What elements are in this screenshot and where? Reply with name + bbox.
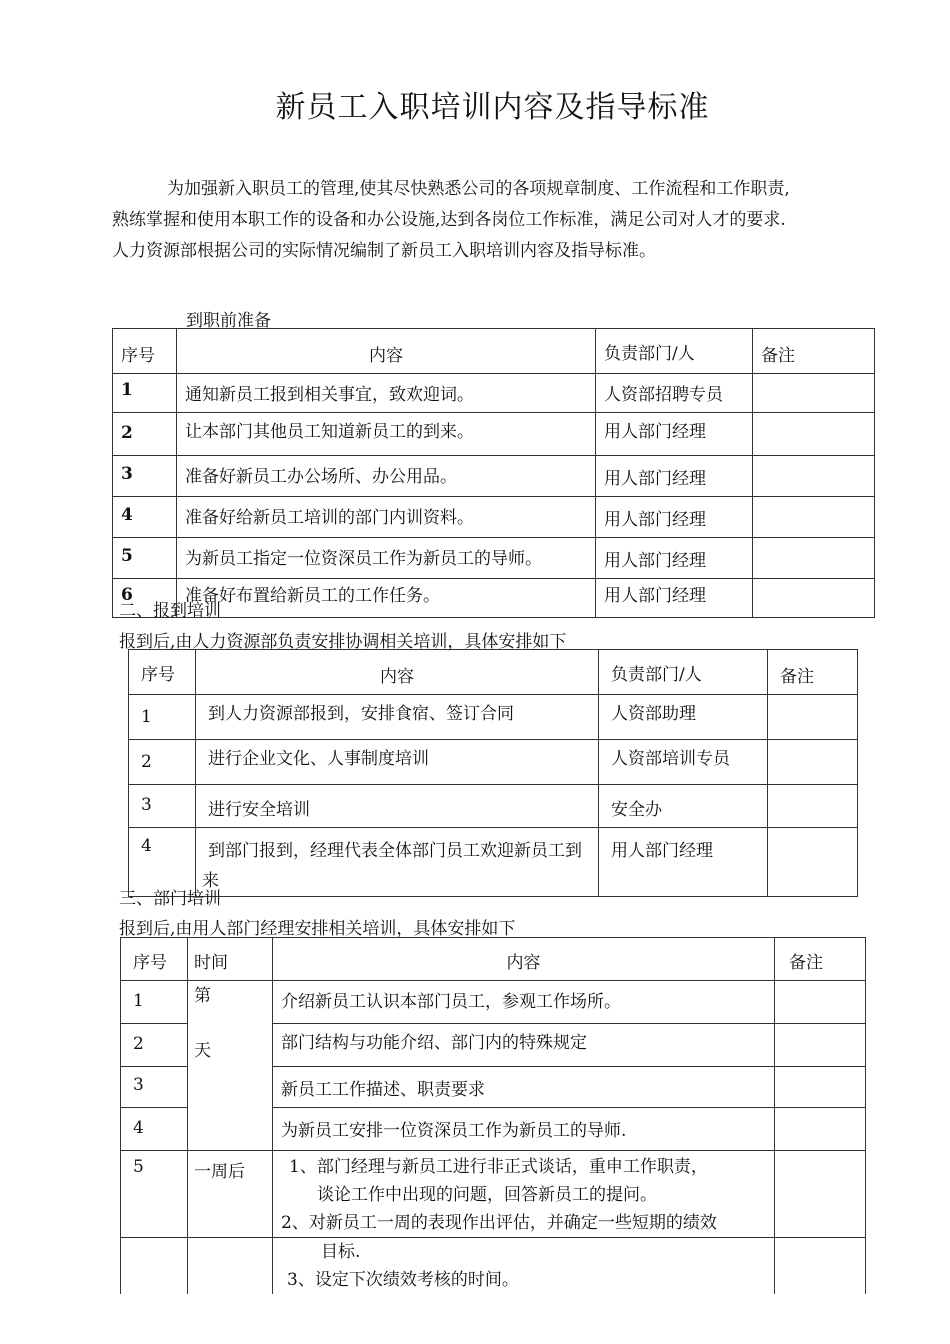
table-row — [121, 1151, 866, 1238]
row-content: 准备好新员工办公场所、办公用品。 — [177, 456, 596, 497]
row-note — [768, 828, 858, 897]
intro-paragraph — [112, 174, 877, 267]
header-time: 时间 — [188, 938, 273, 981]
row-num — [121, 1238, 188, 1295]
intro-line-1: 为加强新入职员工的管理,使其尽快熟悉公司的各项规章制度、工作流程和工作职责, — [167, 179, 790, 199]
section3-table — [120, 937, 866, 1294]
header-note: 备注 — [768, 650, 858, 695]
row-note — [775, 981, 866, 1024]
row-note — [775, 1024, 866, 1067]
row-dept: 用人部门经理 — [596, 538, 753, 579]
header-note: 备注 — [775, 938, 866, 981]
table-row — [113, 456, 875, 497]
header-content: 内容 — [273, 938, 775, 981]
row-note — [775, 1108, 866, 1151]
day-label-1: 第 — [194, 986, 211, 1006]
row-dept: 用人部门经理 — [596, 579, 753, 618]
item-3: 3、设定下次绩效考核的时间。 — [287, 1270, 519, 1290]
row-dept: 人资部培训专员 — [599, 740, 768, 785]
header-content: 内容 — [196, 650, 599, 695]
table-row — [113, 579, 875, 618]
section1-heading: 到职前准备 — [186, 311, 271, 331]
row-content: 进行企业文化、人事制度培训 — [196, 740, 599, 785]
row-content: 让本部门其他员工知道新员工的到来。 — [177, 413, 596, 456]
row-content: 到人力资源部报到，安排食宿、签订合同 — [196, 695, 599, 740]
table-row — [129, 695, 858, 740]
section2-table — [128, 649, 858, 897]
row-note — [768, 740, 858, 785]
row-content: 为新员工指定一位资深员工作为新员工的导师。 — [177, 538, 596, 579]
row-note — [753, 579, 875, 618]
row-num: 2 — [129, 740, 196, 785]
table-header-row — [121, 938, 866, 981]
header-note: 备注 — [753, 329, 875, 374]
row-content: 介绍新员工认识本部门员工，参观工作场所。 — [273, 981, 775, 1024]
row-dept: 人资部招聘专员 — [596, 374, 753, 413]
row-num: 1 — [113, 374, 177, 413]
row-note — [753, 413, 875, 456]
header-num: 序号 — [121, 938, 188, 981]
row-num: 2 — [121, 1024, 188, 1067]
row-content: 准备好给新员工培训的部门内训资料。 — [177, 497, 596, 538]
header-content: 内容 — [177, 329, 596, 374]
table-row — [113, 497, 875, 538]
row-note — [775, 1238, 866, 1295]
row-num: 4 — [129, 828, 196, 897]
header-dept: 负责部门/人 — [599, 650, 768, 695]
row-note — [753, 538, 875, 579]
table-row — [113, 538, 875, 579]
row-note — [775, 1067, 866, 1108]
table-row — [129, 828, 858, 897]
row-content: 为新员工安排一位资深员工作为新员工的导师. — [273, 1108, 775, 1151]
row-num: 4 — [113, 497, 177, 538]
row-dept: 人资部助理 — [599, 695, 768, 740]
row-dept: 用人部门经理 — [596, 413, 753, 456]
table-row — [129, 785, 858, 828]
item-2a: 2、对新员工一周的表现作出评估，并确定一些短期的绩效 — [281, 1213, 717, 1233]
row-num: 3 — [129, 785, 196, 828]
item-2b: 目标. — [321, 1242, 361, 1262]
intro-line-3: 人力资源部根据公司的实际情况编制了新员工入职培训内容及指导标准。 — [112, 241, 656, 261]
row-dept: 用人部门经理 — [599, 828, 768, 897]
row-num: 5 — [113, 538, 177, 579]
row-num: 1 — [121, 981, 188, 1024]
row-num: 3 — [121, 1067, 188, 1108]
row-num: 4 — [121, 1108, 188, 1151]
table-row — [121, 1238, 866, 1295]
item-1b: 谈论工作中出现的问题，回答新员工的提问。 — [317, 1185, 657, 1205]
header-num: 序号 — [129, 650, 196, 695]
row-dept: 用人部门经理 — [596, 456, 753, 497]
row-note — [768, 695, 858, 740]
intro-line-2: 熟练掌握和使用本职工作的设备和办公设施,达到各岗位工作标准，满足公司对人才的要求. — [112, 210, 786, 230]
row-time — [188, 1238, 273, 1295]
row-num: 1 — [129, 695, 196, 740]
section3-subheading: 报到后,由用人部门经理安排相关培训，具体安排如下 — [119, 919, 516, 939]
row-content: 到部门报到，经理代表全体部门员工欢迎新员工到来 — [196, 828, 599, 897]
page-title: 新员工入职培训内容及指导标准 — [275, 90, 710, 125]
row-content: 新员工工作描述、职责要求 — [273, 1067, 775, 1108]
table-row — [129, 740, 858, 785]
row-content: 进行安全培训 — [196, 785, 599, 828]
row-content — [273, 1238, 775, 1295]
row-note — [753, 374, 875, 413]
row-note — [753, 497, 875, 538]
row-dept: 安全办 — [599, 785, 768, 828]
table-row — [121, 981, 866, 1024]
row-content — [273, 1151, 775, 1238]
item-1a: 1、部门经理与新员工进行非正式谈话，重申工作职责， — [289, 1157, 708, 1177]
day-label-2: 天 — [194, 1041, 211, 1061]
table-header-row — [129, 650, 858, 695]
row-time: 一周后 — [188, 1151, 273, 1238]
section3-heading: 三、部门培训 — [119, 889, 221, 909]
day-cell — [188, 981, 273, 1151]
table-row — [113, 413, 875, 456]
row-dept: 用人部门经理 — [596, 497, 753, 538]
header-dept: 负责部门/人 — [596, 329, 753, 374]
table-header-row — [113, 329, 875, 374]
row-note — [768, 785, 858, 828]
section1-table — [112, 328, 875, 618]
row-content: 部门结构与功能介绍、部门内的特殊规定 — [273, 1024, 775, 1067]
section2-heading: 二、报到培训 — [119, 601, 221, 621]
row-note — [775, 1151, 866, 1238]
row-note — [753, 456, 875, 497]
table-row — [113, 374, 875, 413]
row-content: 准备好布置给新员工的工作任务。 — [177, 579, 596, 618]
row-content: 通知新员工报到相关事宜，致欢迎词。 — [177, 374, 596, 413]
row-num: 6 — [113, 579, 177, 618]
row-num: 3 — [113, 456, 177, 497]
header-num: 序号 — [113, 329, 177, 374]
section2-subheading: 报到后,由人力资源部负责安排协调相关培训，具体安排如下 — [119, 632, 567, 652]
row-num: 2 — [113, 413, 177, 456]
row-num: 5 — [121, 1151, 188, 1238]
